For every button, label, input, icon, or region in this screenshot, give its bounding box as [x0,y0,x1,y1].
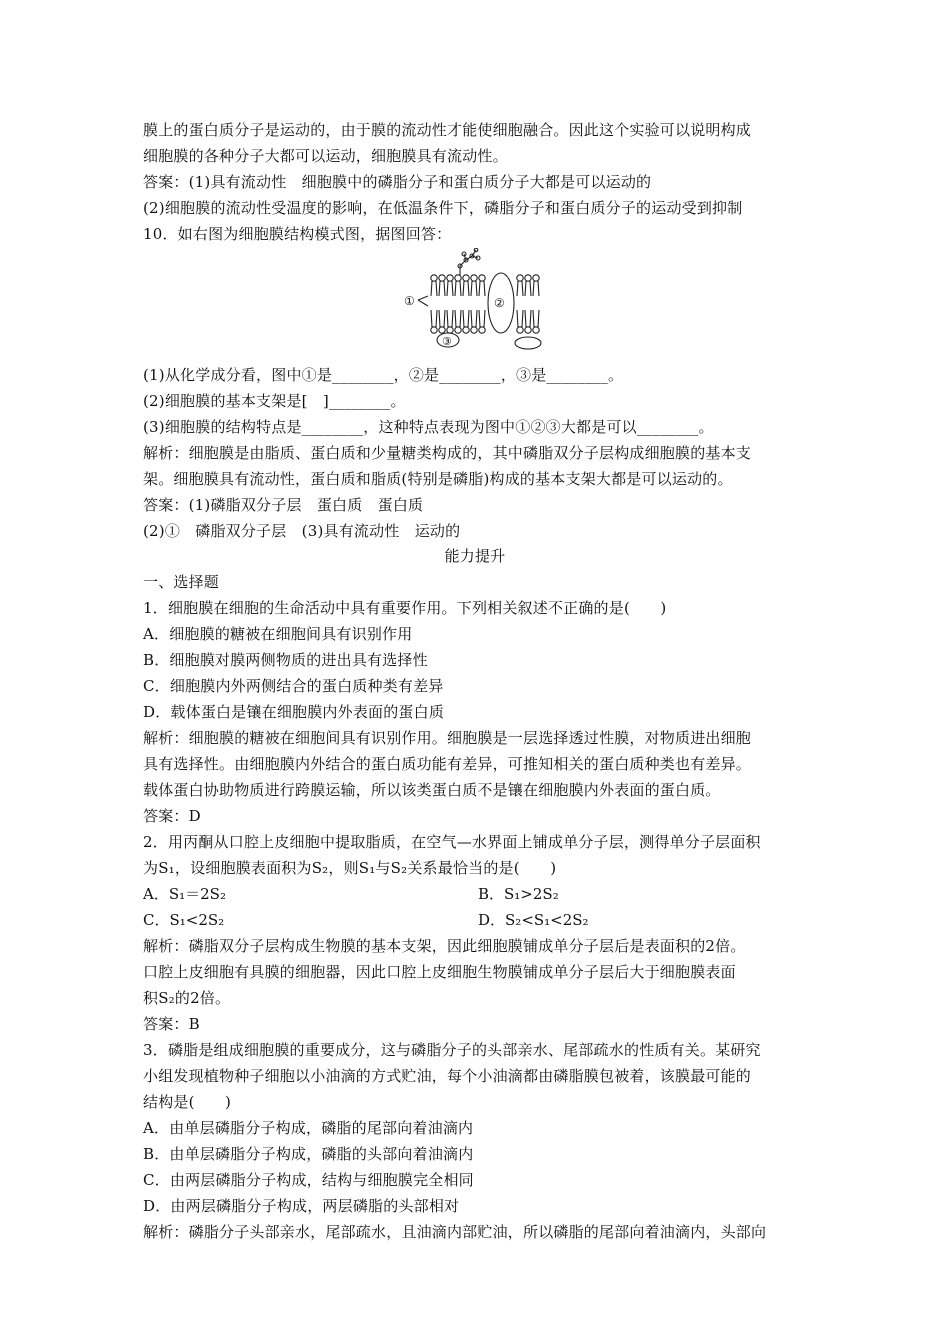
option-a: A．由单层磷脂分子构成，磷脂的尾部向着油滴内 [143,1119,474,1137]
explanation-line: 具有选择性。由细胞膜内外结合的蛋白质功能有差异，可推知相关的蛋白质种类也有差异。 [143,755,752,773]
question-3: 结构是( ) [143,1093,232,1111]
option-d: D．由两层磷脂分子构成，两层磷脂的头部相对 [143,1197,460,1215]
section-heading: 能力提升 [444,547,506,565]
explanation-line: 解析：磷脂分子头部亲水，尾部疏水，且油滴内部贮油，所以磷脂的尾部向着油滴内，头部向 [143,1223,767,1241]
option-b: B．由单层磷脂分子构成，磷脂的头部向着油滴内 [143,1145,474,1163]
cell-membrane-diagram [400,248,550,352]
question-3: 小组发现植物种子细胞以小油滴的方式贮油，每个小油滴都由磷脂膜包被着，该膜最可能的 [143,1067,752,1085]
question-10: 10．如右图为细胞膜结构模式图，据图回答： [143,225,452,243]
option-a: A．S₁＝2S₂ [143,885,226,903]
question-3: 3．磷脂是组成细胞膜的重要成分，这与磷脂分子的头部亲水、尾部疏水的性质有关。某研究 [143,1041,761,1059]
explanation-line: 解析：细胞膜是由脂质、蛋白质和少量糖类构成的，其中磷脂双分子层构成细胞膜的基本支 [143,444,752,462]
answer-line: 答案：D [143,807,201,825]
question-1: 1．细胞膜在细胞的生命活动中具有重要作用。下列相关叙述不正确的是( ) [143,599,667,617]
question-10-part-1: (1)从化学成分看，图中①是________，②是________，③是________。 [143,366,624,384]
option-d: D．S₂<S₁<2S₂ [478,911,589,929]
option-c: C．细胞膜内外两侧结合的蛋白质种类有差异 [143,677,444,695]
question-10-part-2: (2)细胞膜的基本支架是[ ]________。 [143,392,406,410]
question-10-part-3: (3)细胞膜的结构特点是________，这种特点表现为图中①②③大都是可以________。 [143,418,714,436]
diagram-label-1: ① [404,294,415,308]
diagram-label-2: ② [494,296,505,310]
text-line: 膜上的蛋白质分子是运动的，由于膜的流动性才能使细胞融合。因此这个实验可以说明构成 [143,121,752,139]
answer-line: 答案：(1)磷脂双分子层 蛋白质 蛋白质 [143,496,424,514]
question-2: 为S₁，设细胞膜表面积为S₂，则S₁与S₂关系最恰当的是( ) [143,859,557,877]
diagram-label-3: ③ [442,335,452,348]
option-d: D．载体蛋白是镶在细胞膜内外表面的蛋白质 [143,703,445,721]
option-b: B．细胞膜对膜两侧物质的进出具有选择性 [143,651,428,669]
explanation-line: 载体蛋白协助物质进行跨膜运输，所以该类蛋白质不是镶在细胞膜内外表面的蛋白质。 [143,781,721,799]
answer-line: 答案：(1)具有流动性 细胞膜中的磷脂分子和蛋白质分子大都是可以运动的 [143,173,652,191]
question-2: 2．用丙酮从口腔上皮细胞中提取脂质，在空气—水界面上铺成单分子层，测得单分子层面积 [143,833,761,851]
explanation-line: 口腔上皮细胞有具膜的细胞器，因此口腔上皮细胞生物膜铺成单分子层后大于细胞膜表面 [143,963,736,981]
answer-line: (2)细胞膜的流动性受温度的影响，在低温条件下，磷脂分子和蛋白质分子的运动受到抑制 [143,199,743,217]
answer-line: 答案：B [143,1015,200,1033]
explanation-line: 解析：细胞膜的糖被在细胞间具有识别作用。细胞膜是一层选择透过性膜，对物质进出细胞 [143,729,752,747]
answer-line: (2)① 磷脂双分子层 (3)具有流动性 运动的 [143,522,461,540]
explanation-line: 积S₂的2倍。 [143,989,231,1007]
option-c: C．由两层磷脂分子构成，结构与细胞膜完全相同 [143,1171,474,1189]
explanation-line: 解析：磷脂双分子层构成生物膜的基本支架，因此细胞膜铺成单分子层后是表面积的2倍。 [143,937,746,955]
subsection-heading: 一、选择题 [143,573,220,591]
option-b: B．S₁>2S₂ [478,885,559,903]
explanation-line: 架。细胞膜具有流动性，蛋白质和脂质(特别是磷脂)构成的基本支架大都是可以运动的。 [143,470,733,488]
option-a: A．细胞膜的糖被在细胞间具有识别作用 [143,625,413,643]
text-line: 细胞膜的各种分子大都可以运动，细胞膜具有流动性。 [143,147,508,165]
option-c: C．S₁<2S₂ [143,911,225,929]
